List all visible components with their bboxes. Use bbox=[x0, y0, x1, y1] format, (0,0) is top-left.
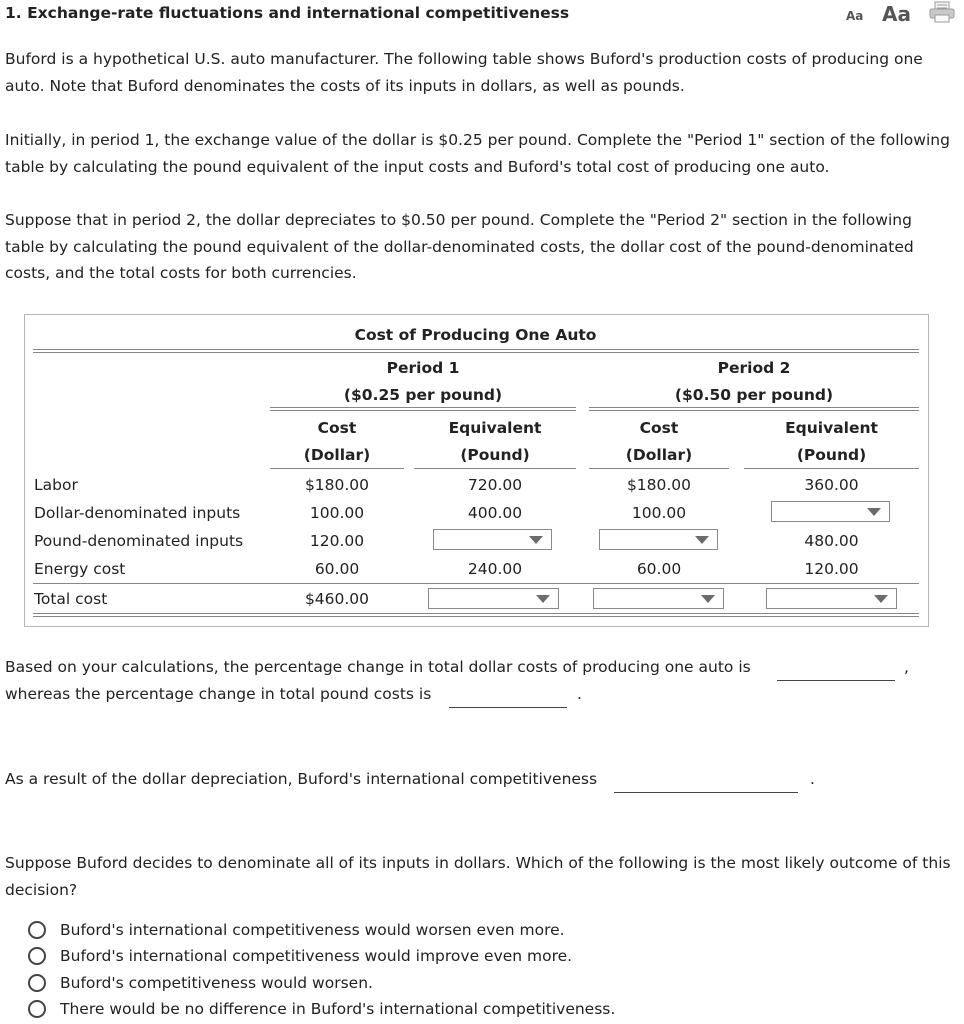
chevron-down-icon bbox=[874, 595, 888, 603]
dollar-inputs-p1-equiv: 400.00 bbox=[467, 504, 523, 522]
chevron-down-icon bbox=[536, 595, 550, 603]
q2-period: . bbox=[810, 770, 815, 788]
period2-title: Period 2 bbox=[717, 359, 791, 377]
q1-dollar-change-dropdown[interactable] bbox=[777, 662, 895, 681]
q1-comma: , bbox=[904, 658, 909, 676]
chevron-down-icon bbox=[701, 595, 715, 603]
period1-title: Period 1 bbox=[386, 359, 460, 377]
divider bbox=[744, 468, 919, 469]
p1-cost-subheader: (Dollar) bbox=[303, 446, 371, 464]
period2-rate: ($0.50 per pound) bbox=[674, 386, 834, 404]
divider bbox=[589, 407, 919, 411]
row-label-energy: Energy cost bbox=[34, 560, 126, 578]
q2-text: As a result of the dollar depreciation, Buford's international competitiveness bbox=[5, 770, 598, 788]
energy-p1-equiv: 240.00 bbox=[467, 560, 523, 578]
print-icon[interactable] bbox=[929, 1, 955, 23]
p2-equiv-subheader: (Pound) bbox=[796, 446, 867, 464]
p2-cost-header: Cost bbox=[639, 419, 679, 437]
dollar-inputs-p2-equiv-dropdown[interactable] bbox=[771, 501, 890, 522]
energy-p1-cost: 60.00 bbox=[314, 560, 360, 578]
intro-paragraph-2: Initially, in period 1, the exchange value of the dollar is $0.25 per pound. Complete the "Period 1" section of the following table by calculating the pound equivalent of the input costs and Buford's total cost of producing one auto. bbox=[5, 131, 950, 176]
q3-text: Suppose Buford decides to denominate all of its inputs in dollars. Which of the following is the most likely outcome of this decision? bbox=[5, 854, 951, 899]
total-p1-equiv-dropdown[interactable] bbox=[428, 588, 559, 609]
option-label-2[interactable]: Buford's international competitiveness would improve even more. bbox=[60, 947, 573, 965]
row-label-dollar-inputs: Dollar-denominated inputs bbox=[34, 504, 241, 522]
option-radio-4[interactable] bbox=[28, 1000, 46, 1018]
labor-p1-cost: $180.00 bbox=[304, 476, 370, 494]
pound-inputs-p2-cost-dropdown[interactable] bbox=[599, 529, 718, 550]
p1-equiv-subheader: (Pound) bbox=[460, 446, 530, 464]
dollar-inputs-p1-cost: 100.00 bbox=[309, 504, 365, 522]
chevron-down-icon bbox=[695, 536, 709, 544]
q1-text-a: Based on your calculations, the percentage change in total dollar costs of producing one auto is bbox=[5, 658, 751, 676]
option-radio-3[interactable] bbox=[28, 974, 46, 992]
divider bbox=[589, 468, 729, 469]
pound-inputs-p1-cost: 120.00 bbox=[309, 532, 365, 550]
intro-paragraph-1: Buford is a hypothetical U.S. auto manufacturer. The following table shows Buford's production costs of producing one auto. Note that Buford denominates the costs of its inputs in dollars, as well as pounds. bbox=[5, 50, 923, 95]
q1-pound-change-dropdown[interactable] bbox=[449, 689, 567, 708]
table-caption: Cost of Producing One Auto bbox=[354, 326, 597, 344]
divider bbox=[33, 349, 919, 353]
row-label-pound-inputs: Pound-denominated inputs bbox=[34, 532, 244, 550]
total-p2-equiv-dropdown[interactable] bbox=[766, 588, 897, 609]
row-label-total: Total cost bbox=[34, 590, 108, 608]
font-size-small-button[interactable]: Aa bbox=[846, 9, 864, 23]
divider bbox=[33, 613, 919, 617]
intro-paragraph-3: Suppose that in period 2, the dollar depreciates to $0.50 per pound. Complete the "Period 2" section in the following table by calculating the pound equivalent of the dollar-denominated costs, the dollar cost of the pound-denominated costs, and the total costs for both currencies. bbox=[5, 211, 914, 282]
option-label-1[interactable]: Buford's international competitiveness would worsen even more. bbox=[60, 921, 565, 939]
divider bbox=[33, 583, 919, 584]
q2-competitiveness-dropdown[interactable] bbox=[614, 774, 798, 793]
energy-p2-equiv: 120.00 bbox=[804, 560, 859, 578]
option-label-4[interactable]: There would be no difference in Buford's international competitiveness. bbox=[60, 1000, 616, 1018]
option-radio-1[interactable] bbox=[28, 921, 46, 939]
chevron-down-icon bbox=[529, 536, 543, 544]
pound-inputs-p2-equiv: 480.00 bbox=[804, 532, 859, 550]
p1-equiv-header: Equivalent bbox=[448, 419, 542, 437]
labor-p2-cost: $180.00 bbox=[626, 476, 692, 494]
option-label-3[interactable]: Buford's competitiveness would worsen. bbox=[60, 974, 373, 992]
total-p1-cost: $460.00 bbox=[304, 590, 370, 608]
divider bbox=[414, 468, 576, 469]
energy-p2-cost: 60.00 bbox=[636, 560, 682, 578]
p2-equiv-header: Equivalent bbox=[785, 419, 878, 437]
divider bbox=[270, 468, 404, 469]
question-title: 1. Exchange-rate fluctuations and international competitiveness bbox=[5, 4, 570, 22]
row-label-labor: Labor bbox=[34, 476, 78, 494]
total-p2-cost-dropdown[interactable] bbox=[593, 588, 724, 609]
p2-cost-subheader: (Dollar) bbox=[625, 446, 693, 464]
labor-p2-equiv: 360.00 bbox=[804, 476, 859, 494]
chevron-down-icon bbox=[867, 508, 881, 516]
font-size-large-button[interactable]: Aa bbox=[882, 2, 911, 26]
q1-text-b: whereas the percentage change in total pound costs is bbox=[5, 685, 432, 703]
divider bbox=[270, 407, 576, 411]
dollar-inputs-p2-cost: 100.00 bbox=[631, 504, 687, 522]
p1-cost-header: Cost bbox=[317, 419, 357, 437]
pound-inputs-p1-equiv-dropdown[interactable] bbox=[433, 529, 552, 550]
period1-rate: ($0.25 per pound) bbox=[343, 386, 503, 404]
q1-period: . bbox=[577, 685, 582, 703]
labor-p1-equiv: 720.00 bbox=[467, 476, 523, 494]
option-radio-2[interactable] bbox=[28, 947, 46, 965]
